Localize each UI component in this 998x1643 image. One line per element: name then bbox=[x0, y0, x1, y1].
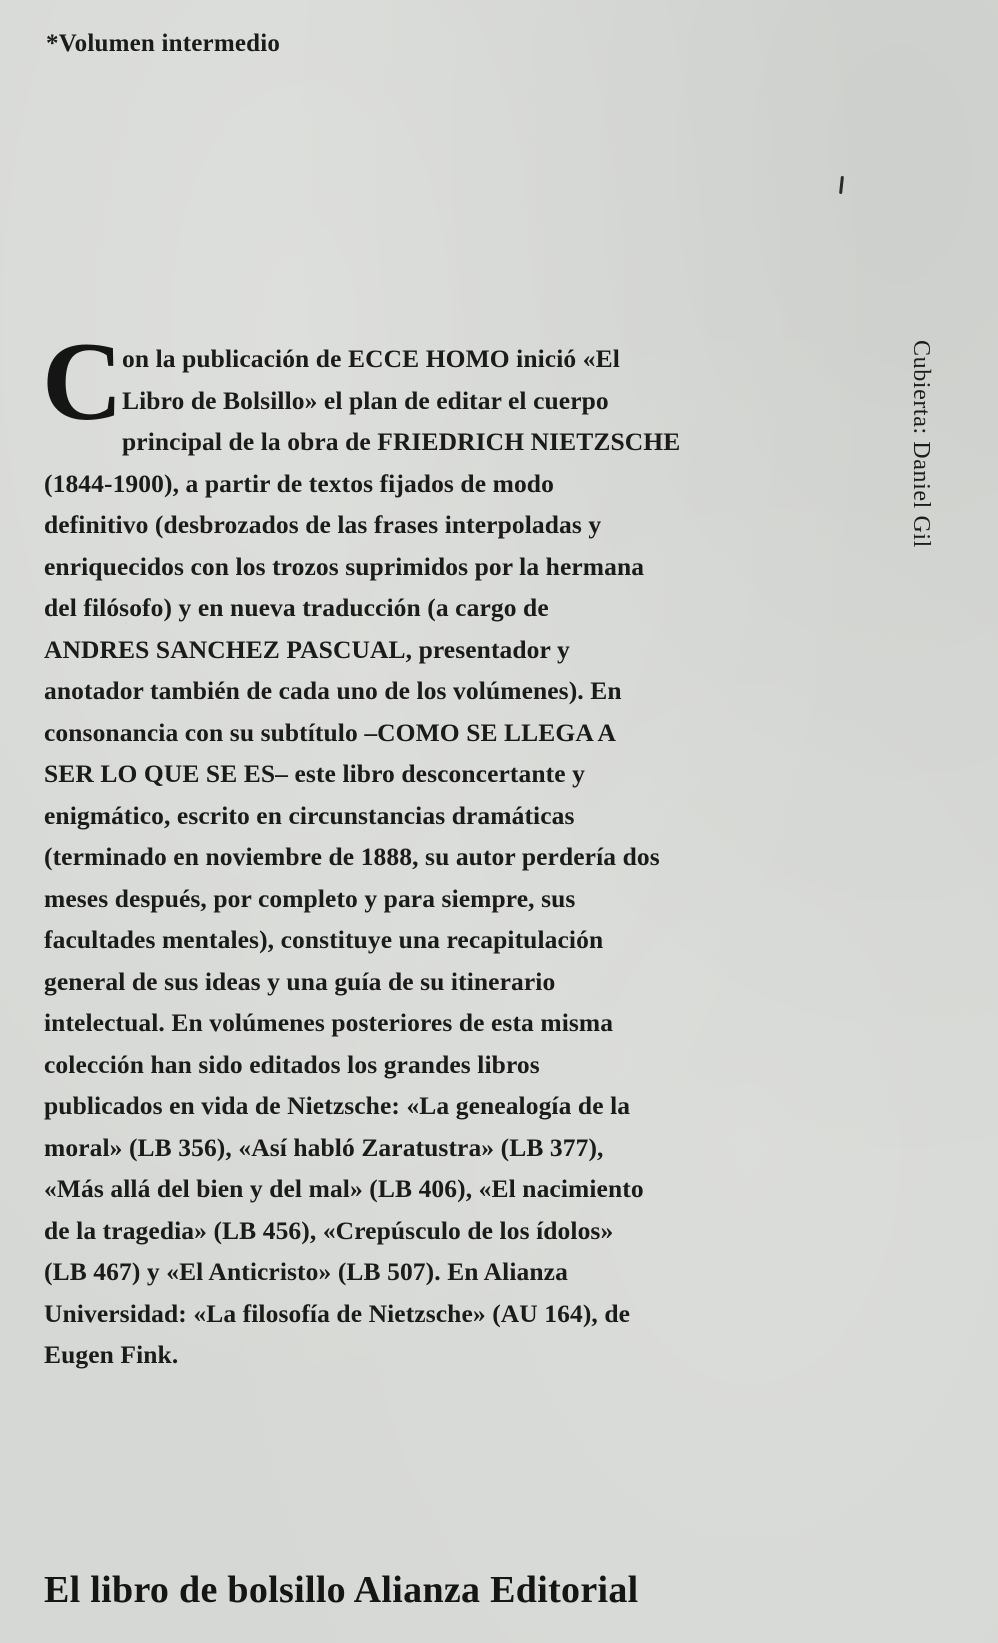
blurb-line: publicados en vida de Nietzsche: «La genealogía de la bbox=[44, 1091, 631, 1120]
blurb-line: anotador también de cada uno de los volúmenes). En bbox=[44, 676, 622, 705]
blurb-line: Eugen Fink. bbox=[44, 1340, 179, 1369]
publisher-imprint: El libro de bolsillo Alianza Editorial bbox=[44, 1569, 639, 1611]
blurb-line: «Más allá del bien y del mal» (LB 406), «El nacimiento bbox=[44, 1174, 644, 1203]
blurb-line: Libro de Bolsillo» el plan de editar el cuerpo bbox=[122, 385, 609, 415]
blurb-line: SER LO QUE SE ES– este libro desconcertante y bbox=[44, 759, 585, 788]
blurb-line: consonancia con su subtítulo –COMO SE LLEGA A bbox=[44, 717, 617, 747]
blurb-line: del filósofo) y en nueva traducción (a cargo de bbox=[44, 593, 549, 622]
blurb-line: meses después, por completo y para siempre, sus bbox=[44, 883, 576, 913]
blurb-line: (1844-1900), a partir de textos fijados de modo bbox=[44, 468, 554, 498]
blurb-line: colección han sido editados los grandes libros bbox=[44, 1049, 540, 1079]
blurb-line: intelectual. En volúmenes posteriores de esta misma bbox=[44, 1008, 614, 1037]
blurb-line: (terminado en noviembre de 1888, su autor perdería dos bbox=[44, 842, 660, 871]
blurb-paragraph bbox=[42, 320, 804, 1376]
blurb-line: de la tragedia» (LB 456), «Crepúsculo de los ídolos» bbox=[44, 1215, 614, 1245]
blurb-line: ANDRES SANCHEZ PASCUAL, presentador y bbox=[44, 634, 570, 664]
blurb-line: principal de la obra de FRIEDRICH NIETZSCHE bbox=[122, 427, 681, 456]
blurb-line: general de sus ideas y una guía de su itinerario bbox=[44, 966, 556, 996]
blurb-line: moral» (LB 356), «Así habló Zaratustra» (LB 377), bbox=[44, 1132, 604, 1162]
blurb-line: (LB 467) y «El Anticristo» (LB 507). En Alianza bbox=[44, 1257, 568, 1286]
cover-credit: Cubierta: Daniel Gil bbox=[908, 340, 934, 548]
drop-cap: C bbox=[42, 320, 123, 444]
blurb-line: Universidad: «La filosofía de Nietzsche» (AU 164), de bbox=[44, 1298, 631, 1328]
blurb-line: definitivo (desbrozados de las frases interpoladas y bbox=[44, 510, 602, 539]
edition-note: *Volumen intermedio bbox=[46, 30, 281, 57]
blurb-line: facultades mentales), constituye una recapitulación bbox=[44, 925, 604, 954]
blurb-line: on la publicación de ECCE HOMO inició «El bbox=[122, 344, 620, 373]
blurb-line: enriquecidos con los trozos suprimidos por la hermana bbox=[44, 551, 645, 581]
blurb-line: enigmático, escrito en circunstancias dramáticas bbox=[44, 800, 575, 830]
ink-speck bbox=[839, 176, 844, 194]
